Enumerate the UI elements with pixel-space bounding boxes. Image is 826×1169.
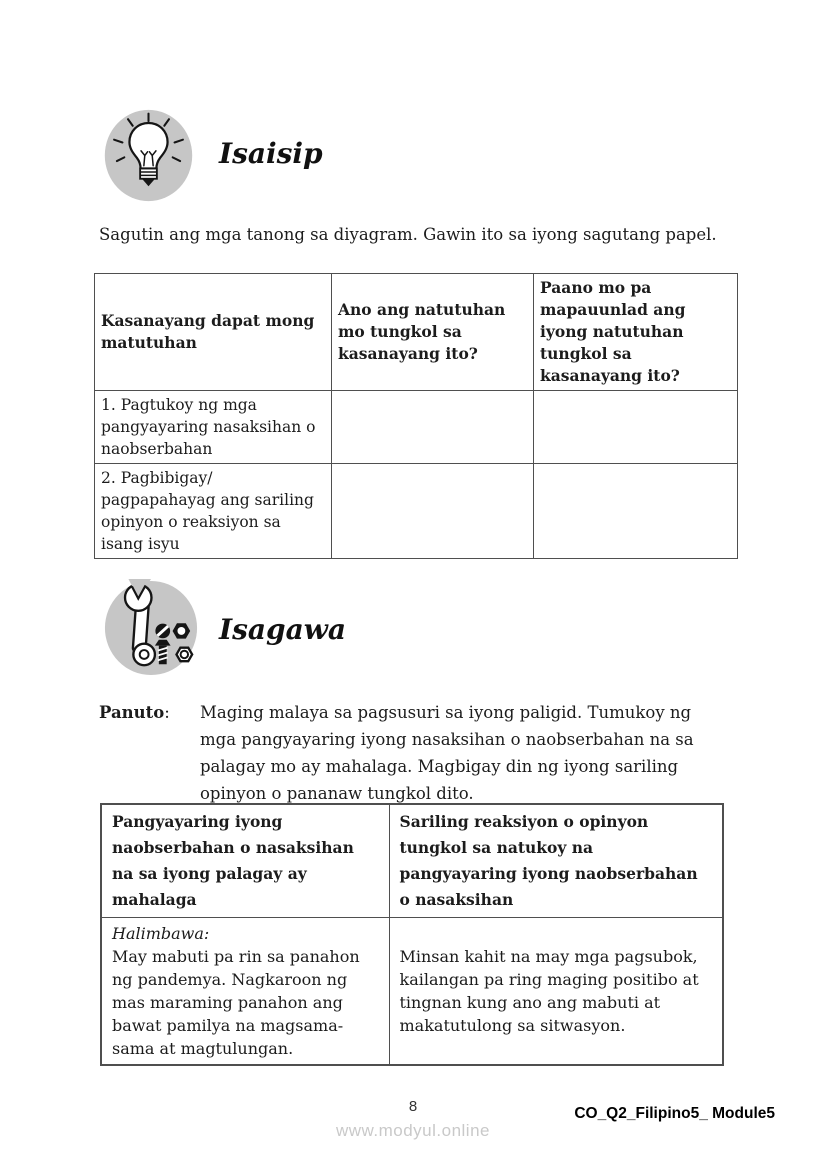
column-header-natutuhan: Ano ang natutuhan mo tungkol sa kasanayang ito? <box>332 274 534 391</box>
page-number: 8 <box>408 1098 418 1115</box>
isagawa-title: Isagawa <box>219 613 346 646</box>
example-label: Halimbawa: <box>112 924 210 943</box>
lightbulb-icon <box>102 108 195 203</box>
skills-table <box>94 273 738 559</box>
table-row <box>95 464 738 559</box>
isagawa-badge <box>102 579 200 677</box>
answer-cell <box>534 391 738 464</box>
reaction-cell: Minsan kahit na may mga pagsubok, kailangan pa ring maging positibo at tingnan kung ano ang mabuti at makatutulong sa sitwasyon. <box>389 918 723 1066</box>
example-cell <box>101 918 389 1066</box>
module-code: CO_Q2_Filipino5_ Module5 <box>574 1105 775 1122</box>
example-text: May mabuti pa rin sa panahon ng pandemya. Nagkaroon ng mas maraming panahon ang bawat pamilya na magsama-sama at magtulungan. <box>112 947 360 1058</box>
column-header-kasanayan: Kasanayang dapat mong matutuhan <box>95 274 332 391</box>
table-row <box>101 918 723 1066</box>
observation-table <box>100 803 724 1066</box>
column-header-reaksiyon: Sariling reaksiyon o opinyon tungkol sa natukoy na pangyayaring iyong naobserbahan o nasaksihan <box>389 804 723 918</box>
isaisip-badge <box>102 108 195 203</box>
panuto-word: Panuto <box>99 703 165 722</box>
panuto-label <box>99 699 200 807</box>
column-header-pangyayari: Pangyayaring iyong naobserbahan o nasaksihan na sa iyong palagay ay mahalaga <box>101 804 389 918</box>
panuto-text: Maging malaya sa pagsusuri sa iyong paligid. Tumukoy ng mga pangyayaring iyong nasaksihan o naobserbahan na sa palagay mo ay mahalaga. Magbigay din ng iyong sariling opinyon o pananaw tungkol dito. <box>200 703 694 803</box>
skill-cell-2: 2. Pagbibigay/ pagpapahayag ang sariling opinyon o reaksiyon sa isang isyu <box>95 464 332 559</box>
panuto-colon: : <box>164 703 170 722</box>
answer-cell <box>534 464 738 559</box>
table-row <box>95 391 738 464</box>
isaisip-title: Isaisip <box>219 137 323 170</box>
watermark: www.modyul.online <box>335 1121 490 1140</box>
isaisip-instruction: Sagutin ang mga tanong sa diyagram. Gawin ito sa iyong sagutang papel. <box>99 225 717 244</box>
panuto-row <box>99 699 729 807</box>
answer-cell <box>332 391 534 464</box>
answer-cell <box>332 464 534 559</box>
skill-cell-1: 1. Pagtukoy ng mga pangyayaring nasaksihan o naobserbahan <box>95 391 332 464</box>
wrench-icon <box>102 579 200 677</box>
column-header-mapauunlad: Paano mo pa mapauunlad ang iyong natutuhan tungkol sa kasanayang ito? <box>534 274 738 391</box>
